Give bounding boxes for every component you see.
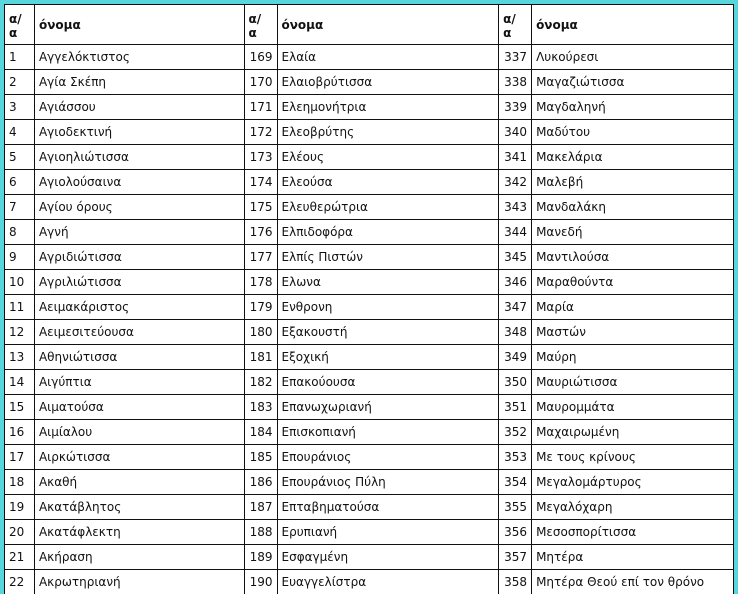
- row-number: 7: [5, 195, 35, 220]
- name-cell: Αγίου όρους: [35, 195, 245, 220]
- table-row: [5, 445, 734, 470]
- name-cell: Εξοχική: [278, 345, 500, 370]
- row-number: 14: [5, 370, 35, 395]
- table-row: [5, 70, 734, 95]
- name-cell: Επουράνιος: [278, 445, 500, 470]
- row-number: 173: [245, 145, 278, 170]
- name-cell: Ελωνα: [278, 270, 500, 295]
- row-number: 355: [499, 495, 532, 520]
- row-number: 356: [499, 520, 532, 545]
- header-number-2: α/ α: [245, 5, 278, 45]
- name-cell: Μαδύτου: [532, 120, 734, 145]
- row-number: 16: [5, 420, 35, 445]
- row-number: 337: [499, 45, 532, 70]
- row-number: 4: [5, 120, 35, 145]
- name-cell: Αγνή: [35, 220, 245, 245]
- row-number: 182: [245, 370, 278, 395]
- name-cell: Ακατάβλητος: [35, 495, 245, 520]
- row-number: 17: [5, 445, 35, 470]
- row-number: 19: [5, 495, 35, 520]
- row-number: 185: [245, 445, 278, 470]
- row-number: 344: [499, 220, 532, 245]
- table-row: [5, 145, 734, 170]
- name-cell: Ελεημονήτρια: [278, 95, 500, 120]
- name-cell: Ακήραση: [35, 545, 245, 570]
- table-row: [5, 520, 734, 545]
- row-number: 174: [245, 170, 278, 195]
- name-cell: Επταβηματούσα: [278, 495, 500, 520]
- row-number: 346: [499, 270, 532, 295]
- header-number-3: α/ α: [499, 5, 532, 45]
- name-cell: Μαλεβή: [532, 170, 734, 195]
- name-cell: Μαυρομμάτα: [532, 395, 734, 420]
- table-row: [5, 470, 734, 495]
- row-number: 187: [245, 495, 278, 520]
- row-number: 357: [499, 545, 532, 570]
- row-number: 171: [245, 95, 278, 120]
- row-number: 338: [499, 70, 532, 95]
- row-number: 5: [5, 145, 35, 170]
- name-cell: Μακελάρια: [532, 145, 734, 170]
- name-cell: Μανδαλάκη: [532, 195, 734, 220]
- row-number: 188: [245, 520, 278, 545]
- table-row: [5, 370, 734, 395]
- name-cell: Ευαγγελίστρα: [278, 570, 500, 594]
- row-number: 1: [5, 45, 35, 70]
- row-number: 9: [5, 245, 35, 270]
- table-row: [5, 245, 734, 270]
- name-cell: Μεγαλόχαρη: [532, 495, 734, 520]
- table-row: [5, 420, 734, 445]
- name-cell: Μαστών: [532, 320, 734, 345]
- name-cell: Μαγδαληνή: [532, 95, 734, 120]
- table-body: [5, 45, 734, 594]
- row-number: 3: [5, 95, 35, 120]
- row-number: 339: [499, 95, 532, 120]
- row-number: 345: [499, 245, 532, 270]
- row-number: 15: [5, 395, 35, 420]
- table-row: [5, 120, 734, 145]
- name-cell: Αγιολούσαινα: [35, 170, 245, 195]
- name-cell: Μανεδή: [532, 220, 734, 245]
- row-number: 11: [5, 295, 35, 320]
- row-number: 181: [245, 345, 278, 370]
- row-number: 183: [245, 395, 278, 420]
- row-number: 340: [499, 120, 532, 145]
- table-row: [5, 270, 734, 295]
- table-row: [5, 95, 734, 120]
- row-number: 169: [245, 45, 278, 70]
- name-cell: Αιγύπτια: [35, 370, 245, 395]
- name-cell: Ελαία: [278, 45, 500, 70]
- row-number: 172: [245, 120, 278, 145]
- name-cell: Ελπιδοφόρα: [278, 220, 500, 245]
- row-number: 22: [5, 570, 35, 594]
- row-number: 189: [245, 545, 278, 570]
- name-cell: Αιματούσα: [35, 395, 245, 420]
- name-cell: Ερυπιανή: [278, 520, 500, 545]
- table-row: [5, 395, 734, 420]
- name-cell: Ακρωτηριανή: [35, 570, 245, 594]
- name-cell: Επισκοπιανή: [278, 420, 500, 445]
- table-row: [5, 545, 734, 570]
- name-cell: Μαρία: [532, 295, 734, 320]
- row-number: 6: [5, 170, 35, 195]
- table-row: [5, 570, 734, 594]
- table-row: [5, 220, 734, 245]
- name-cell: Μεγαλομάρτυρος: [532, 470, 734, 495]
- header-name-3: όνομα: [532, 5, 734, 45]
- header-name-2: όνομα: [278, 5, 500, 45]
- name-cell: Μαραθούντα: [532, 270, 734, 295]
- header-number-1: α/ α: [5, 5, 35, 45]
- name-cell: Αγριλιώτισσα: [35, 270, 245, 295]
- name-cell: Ακατάφλεκτη: [35, 520, 245, 545]
- row-number: 190: [245, 570, 278, 594]
- row-number: 354: [499, 470, 532, 495]
- row-number: 186: [245, 470, 278, 495]
- name-cell: Αιρκώτισσα: [35, 445, 245, 470]
- row-number: 352: [499, 420, 532, 445]
- names-table: [4, 4, 734, 594]
- name-cell: Αγιάσσου: [35, 95, 245, 120]
- table-row: [5, 45, 734, 70]
- name-cell: Ελαιοβρύτισσα: [278, 70, 500, 95]
- name-cell: Αειμεσιτεύουσα: [35, 320, 245, 345]
- table-row: [5, 295, 734, 320]
- name-cell: Μαντιλούσα: [532, 245, 734, 270]
- name-cell: Αγιοηλιώτισσα: [35, 145, 245, 170]
- table-row: [5, 195, 734, 220]
- name-cell: Ακαθή: [35, 470, 245, 495]
- row-number: 10: [5, 270, 35, 295]
- table-row: [5, 320, 734, 345]
- row-number: 358: [499, 570, 532, 594]
- name-cell: Ελευθερώτρια: [278, 195, 500, 220]
- name-cell: Αθηνιώτισσα: [35, 345, 245, 370]
- name-cell: Μητέρα Θεού επί τον θρόνο: [532, 570, 734, 594]
- row-number: 341: [499, 145, 532, 170]
- name-cell: Μαχαιρωμένη: [532, 420, 734, 445]
- name-cell: Μητέρα: [532, 545, 734, 570]
- row-number: 13: [5, 345, 35, 370]
- name-cell: Ελεούσα: [278, 170, 500, 195]
- row-number: 351: [499, 395, 532, 420]
- name-cell: Ελέους: [278, 145, 500, 170]
- table-row: [5, 345, 734, 370]
- name-cell: Μεσοσπορίτισσα: [532, 520, 734, 545]
- row-number: 347: [499, 295, 532, 320]
- row-number: 342: [499, 170, 532, 195]
- name-cell: Εσφαγμένη: [278, 545, 500, 570]
- row-number: 2: [5, 70, 35, 95]
- row-number: 179: [245, 295, 278, 320]
- name-cell: Επουράνιος Πύλη: [278, 470, 500, 495]
- header-name-1: όνομα: [35, 5, 245, 45]
- row-number: 350: [499, 370, 532, 395]
- row-number: 180: [245, 320, 278, 345]
- row-number: 184: [245, 420, 278, 445]
- name-cell: Αγριδιώτισσα: [35, 245, 245, 270]
- name-cell: Μαύρη: [532, 345, 734, 370]
- name-cell: Επανωχωριανή: [278, 395, 500, 420]
- row-number: 349: [499, 345, 532, 370]
- name-cell: Αγιοδεκτινή: [35, 120, 245, 145]
- name-cell: Αιμίαλου: [35, 420, 245, 445]
- name-cell: Ενθρονη: [278, 295, 500, 320]
- row-number: 353: [499, 445, 532, 470]
- name-cell: Μαγαζιώτισσα: [532, 70, 734, 95]
- header-row: [5, 5, 734, 45]
- row-number: 170: [245, 70, 278, 95]
- row-number: 8: [5, 220, 35, 245]
- row-number: 177: [245, 245, 278, 270]
- name-cell: Μαυριώτισσα: [532, 370, 734, 395]
- row-number: 20: [5, 520, 35, 545]
- row-number: 178: [245, 270, 278, 295]
- name-cell: Εξακουστή: [278, 320, 500, 345]
- name-cell: Αειμακάριστος: [35, 295, 245, 320]
- row-number: 21: [5, 545, 35, 570]
- name-cell: Αγία Σκέπη: [35, 70, 245, 95]
- table-row: [5, 170, 734, 195]
- name-cell: Ελπίς Πιστών: [278, 245, 500, 270]
- row-number: 175: [245, 195, 278, 220]
- row-number: 12: [5, 320, 35, 345]
- row-number: 176: [245, 220, 278, 245]
- name-cell: Με τους κρίνους: [532, 445, 734, 470]
- row-number: 343: [499, 195, 532, 220]
- name-cell: Αγγελόκτιστος: [35, 45, 245, 70]
- name-cell: Επακούουσα: [278, 370, 500, 395]
- table-row: [5, 495, 734, 520]
- name-cell: Ελεοβρύτης: [278, 120, 500, 145]
- row-number: 18: [5, 470, 35, 495]
- row-number: 348: [499, 320, 532, 345]
- name-cell: Λυκούρεσι: [532, 45, 734, 70]
